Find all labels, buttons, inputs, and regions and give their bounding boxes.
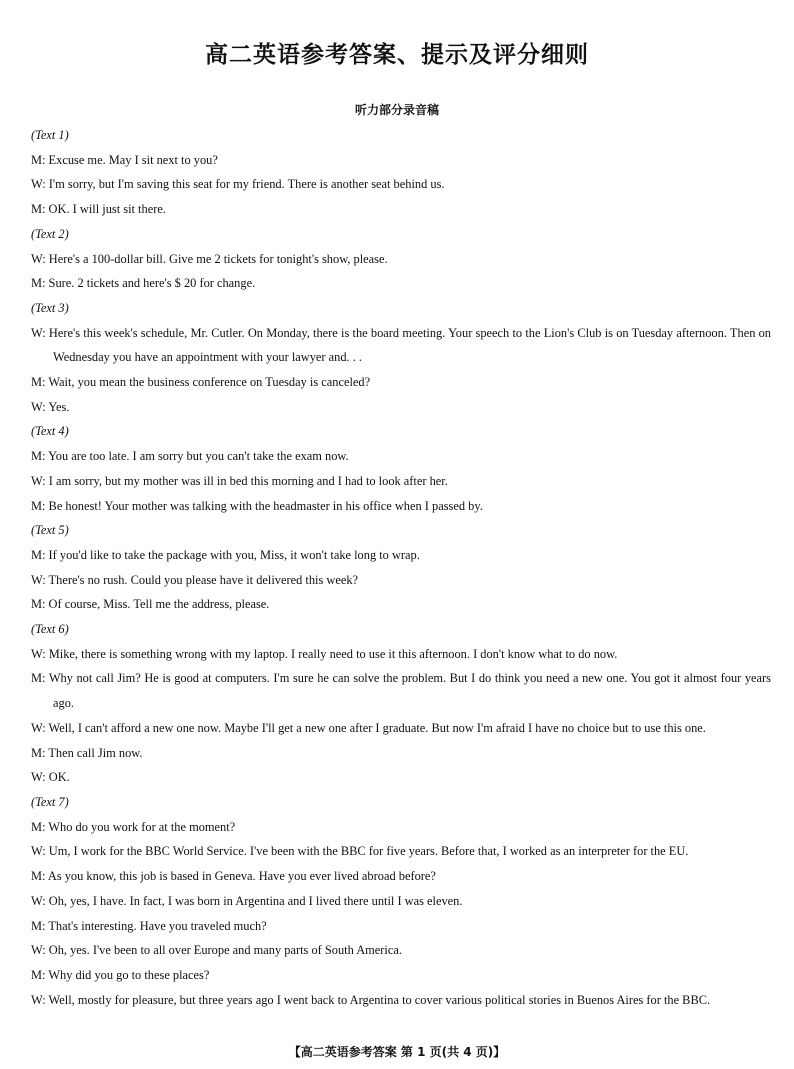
dialogue-line: W: Oh, yes. I've been to all over Europe and many parts of South America. <box>31 943 402 958</box>
page-footer: 【高二英语参考答案 第 1 页(共 4 页)】 <box>288 1045 506 1059</box>
dialogue-line: W: I am sorry, but my mother was ill in bed this morning and I had to look after her. <box>31 473 448 488</box>
dialogue-line: M: That's interesting. Have you traveled much? <box>31 918 267 933</box>
text-label: (Text 7) <box>31 794 69 809</box>
dialogue-line: W: Um, I work for the BBC World Service. I've been with the BBC for five years. Before that, I worked as an interpreter for the EU. <box>31 844 689 859</box>
transcript-body <box>31 123 771 1012</box>
dialogue-line: M: As you know, this job is based in Geneva. Have you ever lived abroad before? <box>31 869 436 884</box>
dialogue-line: M: Who do you work for at the moment? <box>31 819 236 834</box>
section-heading: 听力部分录音稿 <box>354 103 439 117</box>
dialogue-line: M: Excuse me. May I sit next to you? <box>31 152 218 167</box>
dialogue-line: W: Well, mostly for pleasure, but three years ago I went back to Argentina to cover various political stories in Buenos Aires for the BBC. <box>31 992 711 1007</box>
dialogue-line: W: Mike, there is something wrong with my laptop. I really need to use it this afternoon. I don't know what to do now. <box>31 646 618 661</box>
document-title: 高二英语参考答案、提示及评分细则 <box>205 42 589 68</box>
dialogue-line: W: OK. <box>31 770 70 785</box>
dialogue-line: W: Here's this week's schedule, Mr. Cutler. On Monday, there is the board meeting. Your speech to the Lion's Club is on Tuesday afternoon. Then on Wednesday you have an appointment with your lawyer and. . . <box>31 325 771 365</box>
dialogue-line: M: OK. I will just sit there. <box>31 202 166 217</box>
dialogue-line: W: Oh, yes, I have. In fact, I was born in Argentina and I lived there until I was eleven. <box>31 893 463 908</box>
dialogue-line: W: Here's a 100-dollar bill. Give me 2 tickets for tonight's show, please. <box>31 251 388 266</box>
text-label: (Text 1) <box>31 128 69 142</box>
dialogue-line: M: Of course, Miss. Tell me the address, please. <box>31 597 270 612</box>
dialogue-line: M: Why not call Jim? He is good at computers. I'm sure he can solve the problem. But I do think you need a new one. You got it almost four years ago. <box>31 671 771 711</box>
dialogue-line: M: Wait, you mean the business conference on Tuesday is canceled? <box>31 375 371 390</box>
dialogue-line: M: Be honest! Your mother was talking with the headmaster in his office when I passed by. <box>31 498 483 513</box>
text-label: (Text 5) <box>31 523 69 538</box>
dialogue-line: M: You are too late. I am sorry but you can't take the exam now. <box>31 449 349 464</box>
text-label: (Text 2) <box>31 226 69 241</box>
dialogue-line: M: If you'd like to take the package with you, Miss, it won't take long to wrap. <box>31 547 420 562</box>
dialogue-line: M: Then call Jim now. <box>31 745 143 760</box>
dialogue-line: W: Yes. <box>31 399 70 414</box>
dialogue-line: M: Sure. 2 tickets and here's $ 20 for change. <box>31 276 256 291</box>
text-label: (Text 4) <box>31 424 69 439</box>
text-label: (Text 3) <box>31 300 69 315</box>
dialogue-line: W: There's no rush. Could you please have it delivered this week? <box>31 572 359 587</box>
dialogue-line: W: I'm sorry, but I'm saving this seat for my friend. There is another seat behind us. <box>31 177 445 192</box>
dialogue-line: M: Why did you go to these places? <box>31 967 210 982</box>
text-label: (Text 6) <box>31 622 69 637</box>
dialogue-line: W: Well, I can't afford a new one now. Maybe I'll get a new one after I graduate. But now I'm afraid I have no choice but to use this one. <box>31 720 706 735</box>
